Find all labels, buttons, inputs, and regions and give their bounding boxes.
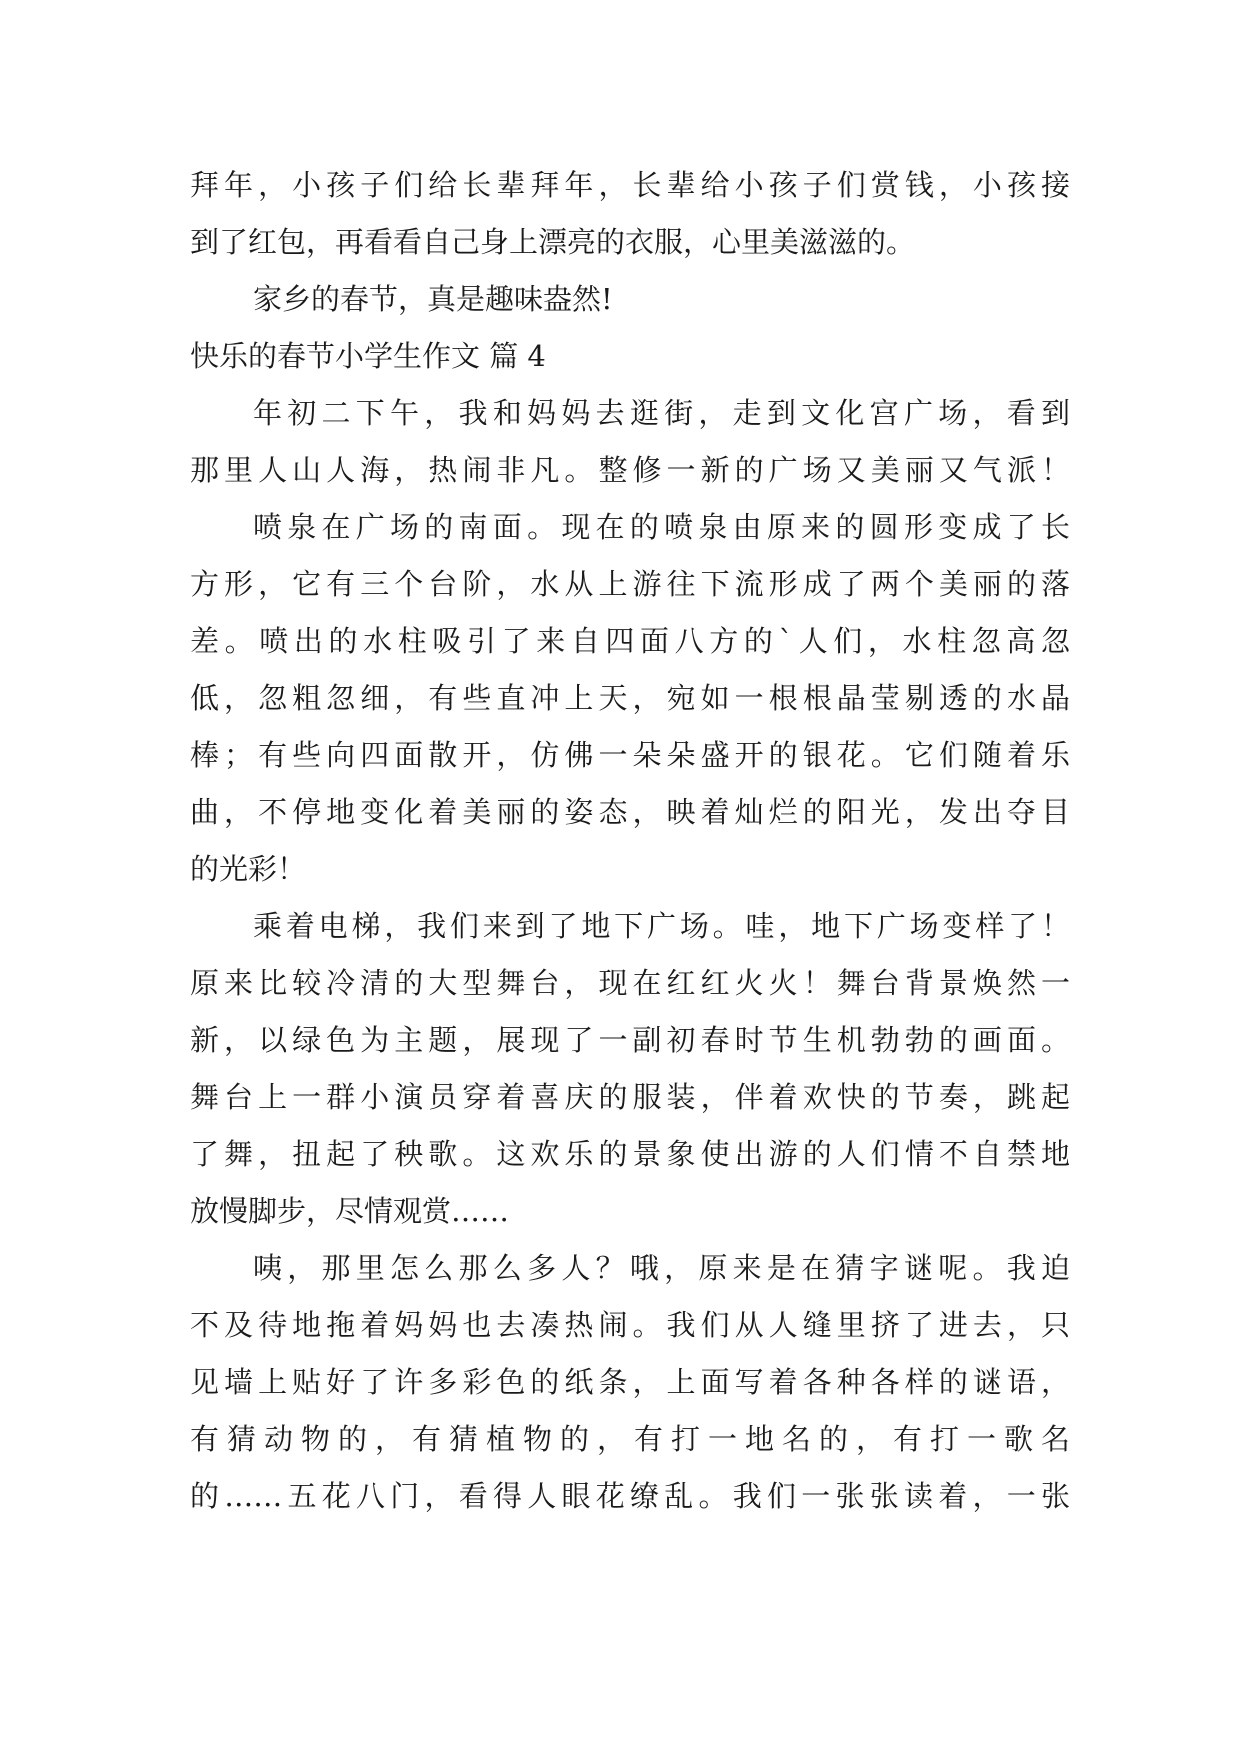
text-line: 的……五花八门，看得人眼花缭乱。我们一张张读着，一张 bbox=[190, 1479, 1070, 1513]
text-line: 年初二下午，我和妈妈去逛街，走到文化宫广场，看到 bbox=[253, 396, 1070, 430]
text-line: 见墙上贴好了许多彩色的纸条，上面写着各种各样的谜语， bbox=[190, 1365, 1070, 1399]
text-line: 家乡的春节，真是趣味盎然! bbox=[253, 282, 613, 316]
text-line: 棒；有些向四面散开，仿佛一朵朵盛开的银花。它们随着乐 bbox=[190, 738, 1070, 772]
text-line: 咦，那里怎么那么多人？哦，原来是在猜字谜呢。我迫 bbox=[253, 1251, 1070, 1285]
text-line: 拜年，小孩子们给长辈拜年，长辈给小孩子们赏钱，小孩接 bbox=[190, 168, 1070, 202]
text-line: 放慢脚步，尽情观赏…… bbox=[190, 1194, 510, 1228]
text-line: 方形，它有三个台阶，水从上游往下流形成了两个美丽的落 bbox=[190, 567, 1070, 601]
text-line: 原来比较冷清的大型舞台，现在红红火火！舞台背景焕然一 bbox=[190, 966, 1070, 1000]
text-line: 新，以绿色为主题，展现了一副初春时节生机勃勃的画面。 bbox=[190, 1023, 1070, 1057]
text-line: 了舞，扭起了秧歌。这欢乐的景象使出游的人们情不自禁地 bbox=[190, 1137, 1070, 1171]
text-line: 低，忽粗忽细，有些直冲上天，宛如一根根晶莹剔透的水晶 bbox=[190, 681, 1070, 715]
text-line: 的光彩！ bbox=[190, 852, 307, 886]
text-line: 曲，不停地变化着美丽的姿态，映着灿烂的阳光，发出夺目 bbox=[190, 795, 1070, 829]
section-title: 快乐的春节小学生作文 篇 4 bbox=[190, 339, 546, 373]
text-line: 乘着电梯，我们来到了地下广场。哇，地下广场变样了！ bbox=[253, 909, 1070, 943]
text-line: 那里人山人海，热闹非凡。整修一新的广场又美丽又气派！ bbox=[190, 453, 1070, 487]
text-line: 舞台上一群小演员穿着喜庆的服装，伴着欢快的节奏，跳起 bbox=[190, 1080, 1070, 1114]
text-line: 不及待地拖着妈妈也去凑热闹。我们从人缝里挤了进去，只 bbox=[190, 1308, 1070, 1342]
text-line: 喷泉在广场的南面。现在的喷泉由原来的圆形变成了长 bbox=[253, 510, 1070, 544]
text-line: 差。喷出的水柱吸引了来自四面八方的`人们，水柱忽高忽 bbox=[190, 624, 1070, 658]
text-line: 到了红包，再看看自己身上漂亮的衣服，心里美滋滋的。 bbox=[190, 225, 916, 259]
text-line: 有猜动物的，有猜植物的，有打一地名的，有打一歌名 bbox=[190, 1422, 1070, 1456]
